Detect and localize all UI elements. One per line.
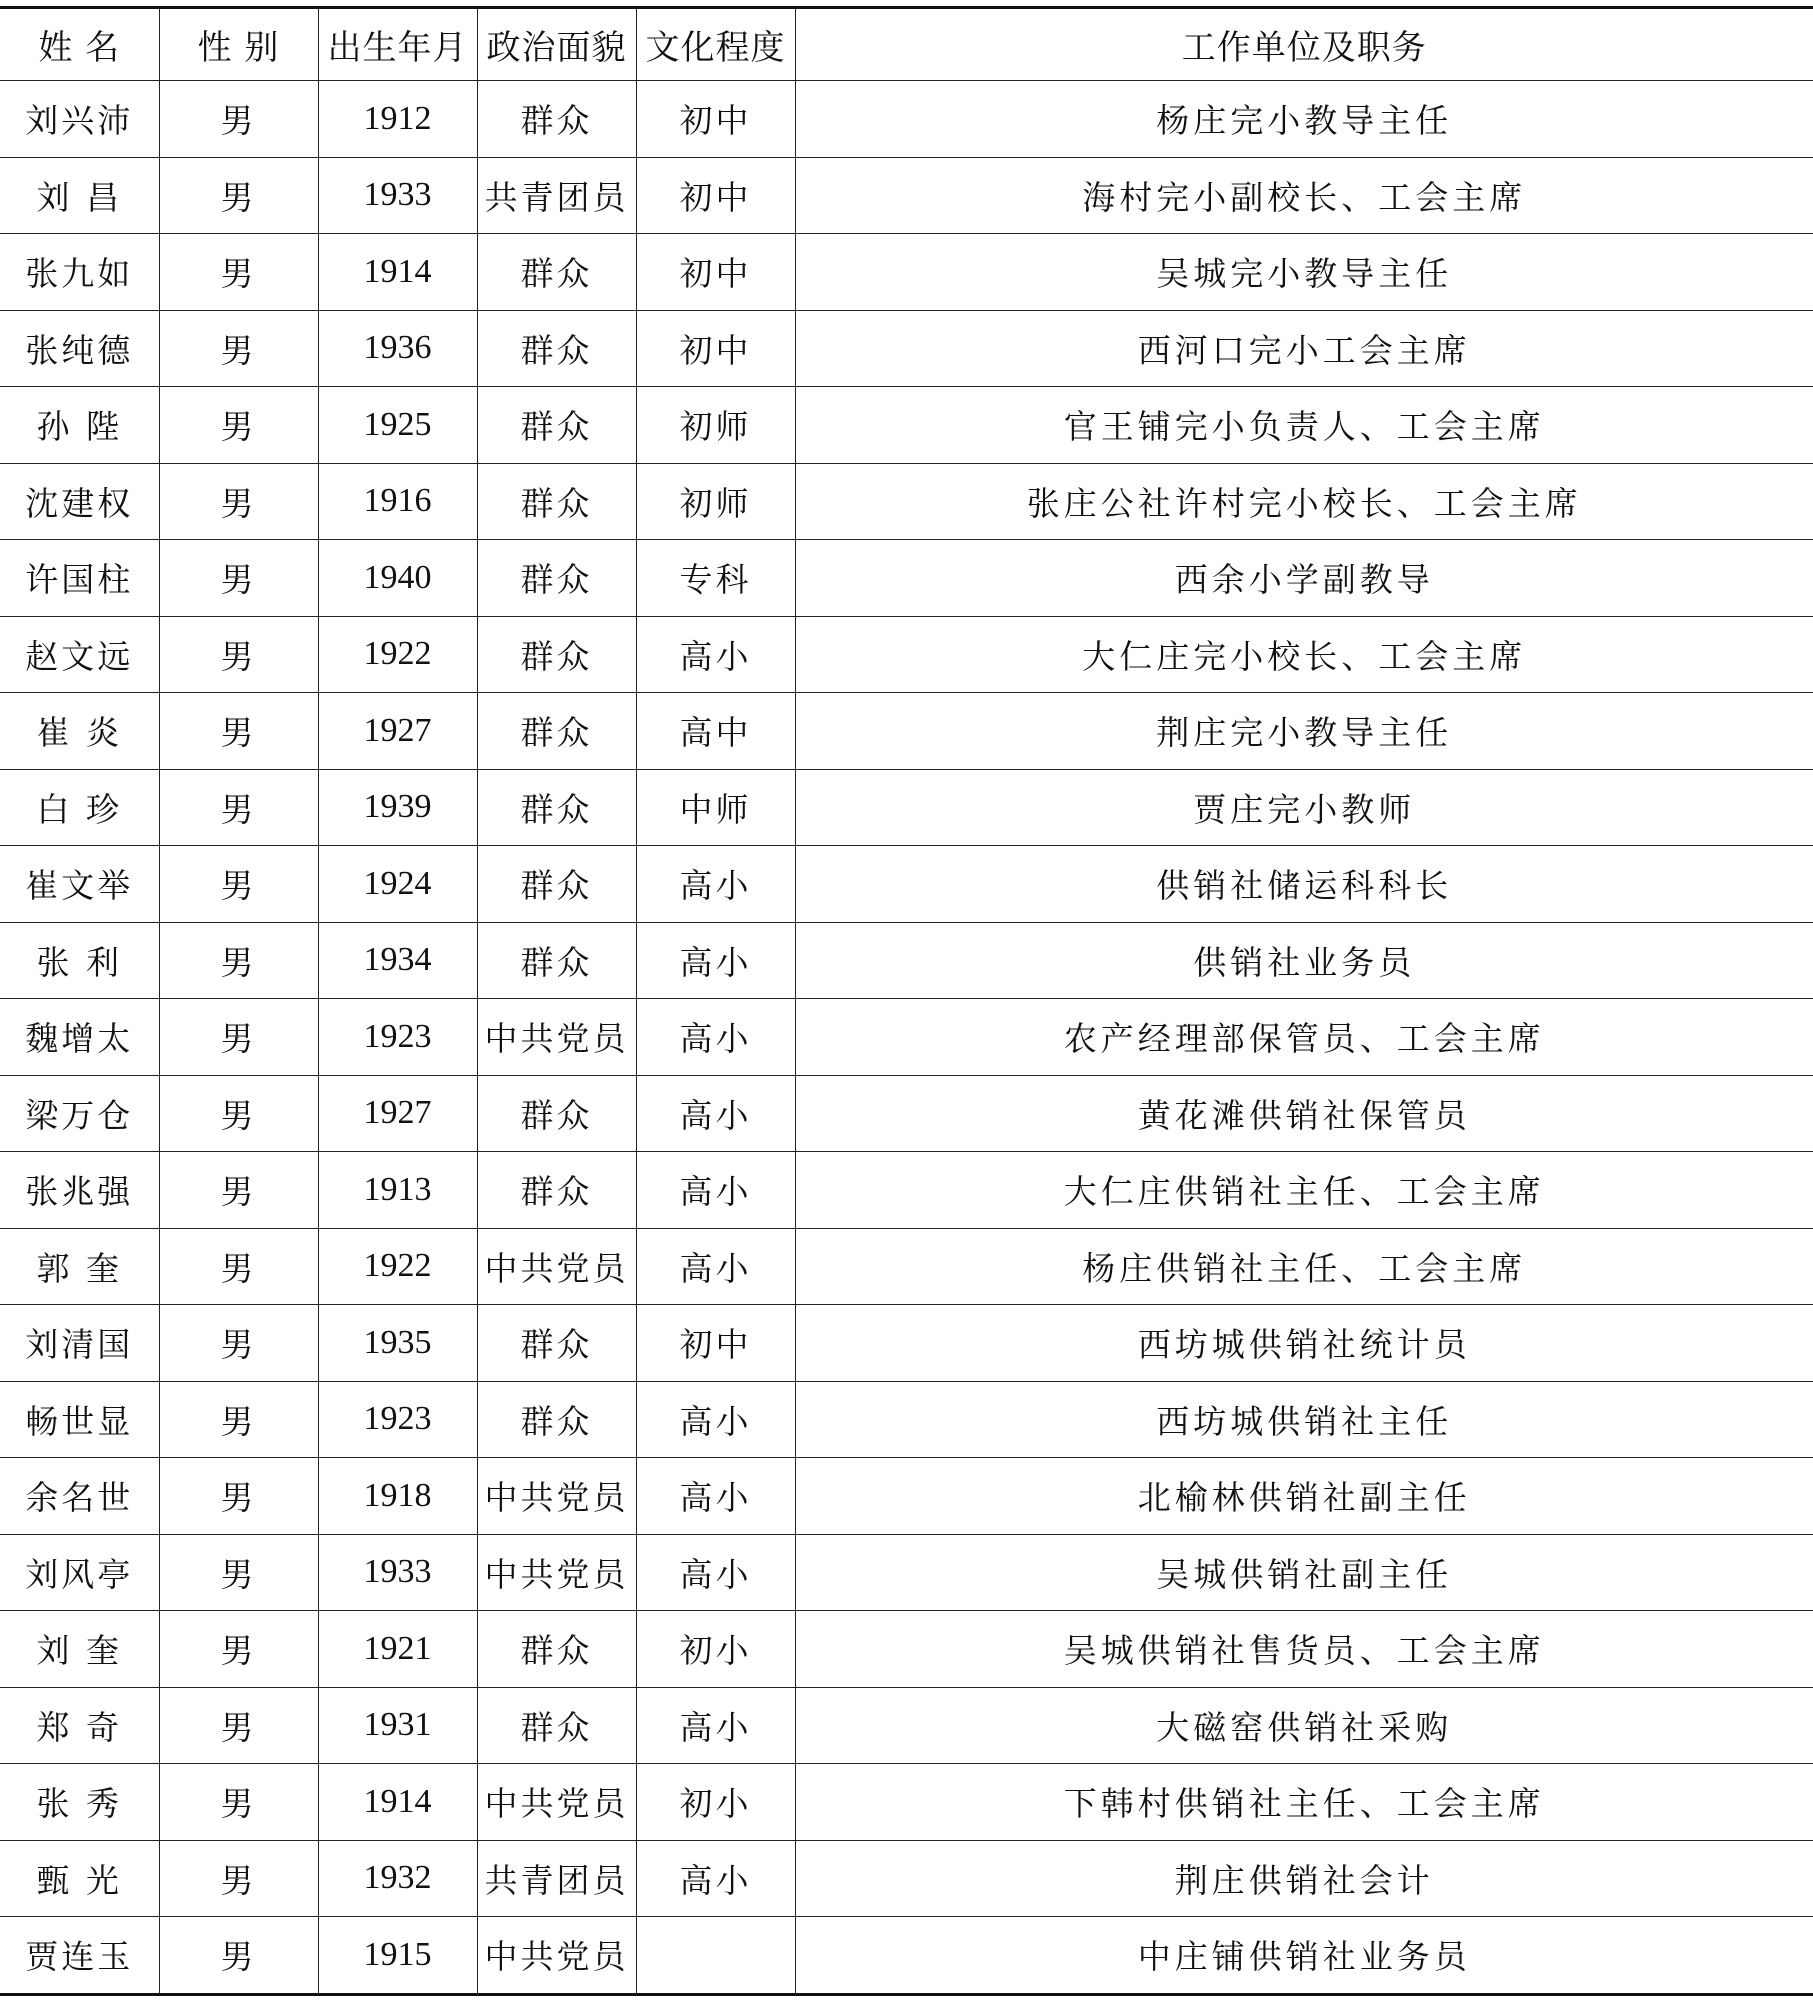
cell-political: 群众 (477, 1152, 636, 1229)
cell-political: 共青团员 (477, 157, 636, 234)
table-row (0, 1305, 1813, 1382)
personnel-table (0, 6, 1813, 1996)
cell-name: 赵文远 (0, 616, 159, 693)
table-row (0, 999, 1813, 1076)
cell-job: 荆庄完小教导主任 (795, 693, 1813, 770)
table-row (0, 846, 1813, 923)
cell-education: 高小 (636, 1228, 795, 1305)
cell-name: 刘 昌 (0, 157, 159, 234)
cell-sex: 男 (159, 81, 318, 158)
cell-political: 群众 (477, 1687, 636, 1764)
cell-sex: 男 (159, 1381, 318, 1458)
cell-born: 1914 (318, 234, 477, 311)
cell-political: 中共党员 (477, 1534, 636, 1611)
header-born: 出生年月 (318, 8, 477, 81)
cell-education (636, 1917, 795, 1995)
table-row (0, 1228, 1813, 1305)
table-body (0, 81, 1813, 1995)
cell-education: 高小 (636, 846, 795, 923)
cell-job: 西坊城供销社主任 (795, 1381, 1813, 1458)
cell-sex: 男 (159, 922, 318, 999)
cell-political: 群众 (477, 693, 636, 770)
cell-name: 孙 陛 (0, 387, 159, 464)
cell-job: 杨庄完小教导主任 (795, 81, 1813, 158)
cell-sex: 男 (159, 1687, 318, 1764)
header-political: 政治面貌 (477, 8, 636, 81)
table-row (0, 616, 1813, 693)
cell-job: 中庄铺供销社业务员 (795, 1917, 1813, 1995)
cell-sex: 男 (159, 999, 318, 1076)
cell-born: 1913 (318, 1152, 477, 1229)
cell-political: 共青团员 (477, 1840, 636, 1917)
cell-name: 张纯德 (0, 310, 159, 387)
cell-political: 群众 (477, 1075, 636, 1152)
cell-education: 高小 (636, 616, 795, 693)
cell-sex: 男 (159, 616, 318, 693)
table-row (0, 387, 1813, 464)
cell-sex: 男 (159, 1458, 318, 1535)
table-row (0, 922, 1813, 999)
cell-education: 高小 (636, 999, 795, 1076)
cell-sex: 男 (159, 1228, 318, 1305)
cell-name: 刘风亭 (0, 1534, 159, 1611)
cell-job: 吴城完小教导主任 (795, 234, 1813, 311)
cell-born: 1925 (318, 387, 477, 464)
cell-born: 1922 (318, 1228, 477, 1305)
cell-name: 张 秀 (0, 1764, 159, 1841)
cell-job: 北榆林供销社副主任 (795, 1458, 1813, 1535)
cell-born: 1924 (318, 846, 477, 923)
cell-political: 群众 (477, 846, 636, 923)
cell-born: 1923 (318, 999, 477, 1076)
cell-job: 贾庄完小教师 (795, 769, 1813, 846)
cell-name: 张兆强 (0, 1152, 159, 1229)
cell-job: 大仁庄供销社主任、工会主席 (795, 1152, 1813, 1229)
cell-political: 群众 (477, 463, 636, 540)
cell-born: 1939 (318, 769, 477, 846)
cell-born: 1915 (318, 1917, 477, 1995)
table-row (0, 234, 1813, 311)
cell-political: 群众 (477, 81, 636, 158)
cell-political: 群众 (477, 1381, 636, 1458)
cell-sex: 男 (159, 1075, 318, 1152)
table-row (0, 1458, 1813, 1535)
cell-born: 1940 (318, 540, 477, 617)
cell-job: 西河口完小工会主席 (795, 310, 1813, 387)
cell-education: 高小 (636, 1840, 795, 1917)
cell-born: 1912 (318, 81, 477, 158)
cell-education: 专科 (636, 540, 795, 617)
cell-born: 1932 (318, 1840, 477, 1917)
cell-born: 1934 (318, 922, 477, 999)
cell-job: 供销社业务员 (795, 922, 1813, 999)
table-row (0, 1381, 1813, 1458)
cell-job: 吴城供销社售货员、工会主席 (795, 1611, 1813, 1688)
cell-job: 张庄公社许村完小校长、工会主席 (795, 463, 1813, 540)
cell-political: 群众 (477, 540, 636, 617)
cell-born: 1936 (318, 310, 477, 387)
header-sex: 性 别 (159, 8, 318, 81)
cell-name: 刘清国 (0, 1305, 159, 1382)
cell-education: 初中 (636, 1305, 795, 1382)
cell-name: 贾连玉 (0, 1917, 159, 1995)
cell-sex: 男 (159, 463, 318, 540)
cell-sex: 男 (159, 1840, 318, 1917)
cell-sex: 男 (159, 693, 318, 770)
cell-born: 1914 (318, 1764, 477, 1841)
cell-political: 中共党员 (477, 1228, 636, 1305)
cell-education: 高小 (636, 1534, 795, 1611)
table-row (0, 81, 1813, 158)
table-row (0, 540, 1813, 617)
cell-political: 群众 (477, 769, 636, 846)
cell-education: 初中 (636, 234, 795, 311)
table-row (0, 1534, 1813, 1611)
table-row (0, 693, 1813, 770)
cell-name: 余名世 (0, 1458, 159, 1535)
cell-job: 供销社储运科科长 (795, 846, 1813, 923)
cell-education: 初中 (636, 310, 795, 387)
cell-job: 杨庄供销社主任、工会主席 (795, 1228, 1813, 1305)
cell-education: 初小 (636, 1764, 795, 1841)
cell-education: 高小 (636, 1381, 795, 1458)
cell-education: 高小 (636, 1152, 795, 1229)
cell-political: 群众 (477, 616, 636, 693)
header-job: 工作单位及职务 (795, 8, 1813, 81)
cell-born: 1916 (318, 463, 477, 540)
cell-political: 群众 (477, 234, 636, 311)
table-row (0, 157, 1813, 234)
cell-born: 1922 (318, 616, 477, 693)
cell-sex: 男 (159, 1917, 318, 1995)
cell-job: 海村完小副校长、工会主席 (795, 157, 1813, 234)
table-header (0, 8, 1813, 81)
cell-name: 魏增太 (0, 999, 159, 1076)
cell-name: 梁万仓 (0, 1075, 159, 1152)
cell-sex: 男 (159, 769, 318, 846)
cell-job: 下韩村供销社主任、工会主席 (795, 1764, 1813, 1841)
cell-political: 中共党员 (477, 999, 636, 1076)
cell-political: 群众 (477, 310, 636, 387)
cell-job: 大仁庄完小校长、工会主席 (795, 616, 1813, 693)
table-row (0, 769, 1813, 846)
cell-sex: 男 (159, 1152, 318, 1229)
cell-job: 农产经理部保管员、工会主席 (795, 999, 1813, 1076)
table-row (0, 1764, 1813, 1841)
cell-born: 1933 (318, 1534, 477, 1611)
cell-job: 吴城供销社副主任 (795, 1534, 1813, 1611)
cell-political: 中共党员 (477, 1458, 636, 1535)
cell-education: 高小 (636, 1687, 795, 1764)
cell-born: 1923 (318, 1381, 477, 1458)
cell-education: 中师 (636, 769, 795, 846)
table-row (0, 1840, 1813, 1917)
cell-job: 西坊城供销社统计员 (795, 1305, 1813, 1382)
cell-name: 张 利 (0, 922, 159, 999)
cell-job: 大磁窑供销社采购 (795, 1687, 1813, 1764)
cell-name: 许国柱 (0, 540, 159, 617)
cell-sex: 男 (159, 540, 318, 617)
table-row (0, 1152, 1813, 1229)
cell-born: 1918 (318, 1458, 477, 1535)
table-row (0, 1075, 1813, 1152)
cell-education: 初中 (636, 81, 795, 158)
cell-name: 刘 奎 (0, 1611, 159, 1688)
cell-name: 甄 光 (0, 1840, 159, 1917)
cell-job: 西余小学副教导 (795, 540, 1813, 617)
cell-sex: 男 (159, 1534, 318, 1611)
cell-education: 高中 (636, 693, 795, 770)
cell-name: 白 珍 (0, 769, 159, 846)
cell-born: 1933 (318, 157, 477, 234)
table-row (0, 1917, 1813, 1995)
cell-name: 崔 炎 (0, 693, 159, 770)
header-row (0, 8, 1813, 81)
cell-sex: 男 (159, 234, 318, 311)
cell-born: 1931 (318, 1687, 477, 1764)
cell-sex: 男 (159, 1611, 318, 1688)
cell-sex: 男 (159, 387, 318, 464)
header-education: 文化程度 (636, 8, 795, 81)
cell-name: 郑 奇 (0, 1687, 159, 1764)
cell-education: 高小 (636, 1075, 795, 1152)
cell-education: 高小 (636, 922, 795, 999)
cell-born: 1927 (318, 1075, 477, 1152)
header-name: 姓 名 (0, 8, 159, 81)
table-row (0, 1611, 1813, 1688)
cell-education: 高小 (636, 1458, 795, 1535)
cell-name: 郭 奎 (0, 1228, 159, 1305)
cell-political: 群众 (477, 387, 636, 464)
cell-born: 1935 (318, 1305, 477, 1382)
cell-education: 初小 (636, 1611, 795, 1688)
cell-education: 初师 (636, 463, 795, 540)
cell-sex: 男 (159, 1305, 318, 1382)
table-row (0, 310, 1813, 387)
table-row (0, 1687, 1813, 1764)
cell-education: 初师 (636, 387, 795, 464)
cell-name: 畅世显 (0, 1381, 159, 1458)
cell-political: 群众 (477, 1305, 636, 1382)
cell-name: 沈建权 (0, 463, 159, 540)
cell-political: 中共党员 (477, 1917, 636, 1995)
cell-political: 群众 (477, 1611, 636, 1688)
cell-job: 官王铺完小负责人、工会主席 (795, 387, 1813, 464)
table-row (0, 463, 1813, 540)
cell-job: 荆庄供销社会计 (795, 1840, 1813, 1917)
cell-job: 黄花滩供销社保管员 (795, 1075, 1813, 1152)
cell-born: 1921 (318, 1611, 477, 1688)
cell-name: 刘兴沛 (0, 81, 159, 158)
cell-sex: 男 (159, 157, 318, 234)
cell-sex: 男 (159, 846, 318, 923)
cell-name: 张九如 (0, 234, 159, 311)
cell-born: 1927 (318, 693, 477, 770)
cell-political: 中共党员 (477, 1764, 636, 1841)
cell-sex: 男 (159, 1764, 318, 1841)
cell-sex: 男 (159, 310, 318, 387)
cell-name: 崔文举 (0, 846, 159, 923)
cell-education: 初中 (636, 157, 795, 234)
cell-political: 群众 (477, 922, 636, 999)
